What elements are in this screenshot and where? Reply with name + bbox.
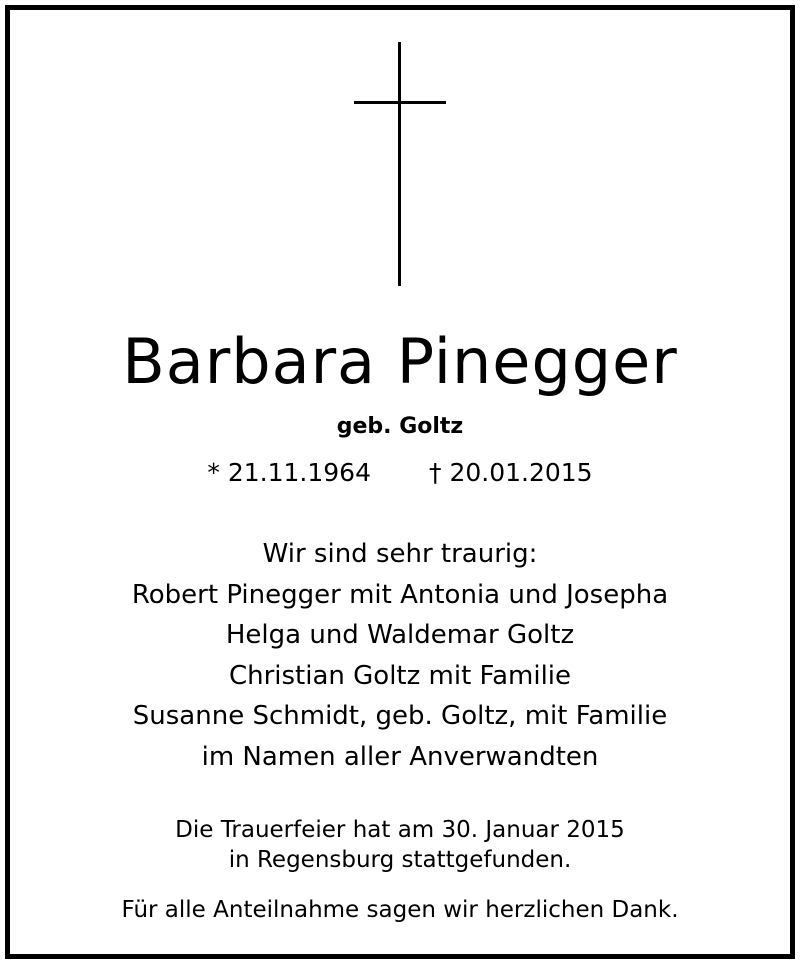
mourner-line: Christian Goltz mit Familie: [228, 660, 572, 691]
mourner-line: Susanne Schmidt, geb. Goltz, mit Familie: [132, 701, 668, 731]
mourners-intro: Wir sind sehr traurig:: [262, 539, 538, 569]
funeral-service-info: [0, 815, 800, 875]
birth-date: * 21.11.1964: [207, 458, 371, 487]
mourner-line: im Namen aller Anverwandten: [201, 741, 599, 772]
cross-vertical-bar: [398, 42, 401, 286]
mourner-line: Helga und Waldemar Goltz: [225, 620, 575, 650]
service-line: in Regensburg stattgefunden.: [228, 847, 572, 873]
maiden-name: geb. Goltz: [336, 414, 464, 439]
mourner-line: Robert Pinegger mit Antonia und Josepha: [131, 579, 669, 610]
death-date: † 20.01.2015: [429, 458, 593, 487]
thanks-line: Für alle Anteilnahme sagen wir herzlichen Dank.: [121, 897, 679, 923]
life-dates: [0, 456, 800, 490]
service-line: Die Trauerfeier hat am 30. Januar 2015: [175, 817, 625, 843]
mourners-list: [0, 534, 800, 777]
deceased-name: Barbara Pinegger: [122, 325, 678, 398]
cross-horizontal-bar: [354, 101, 446, 104]
